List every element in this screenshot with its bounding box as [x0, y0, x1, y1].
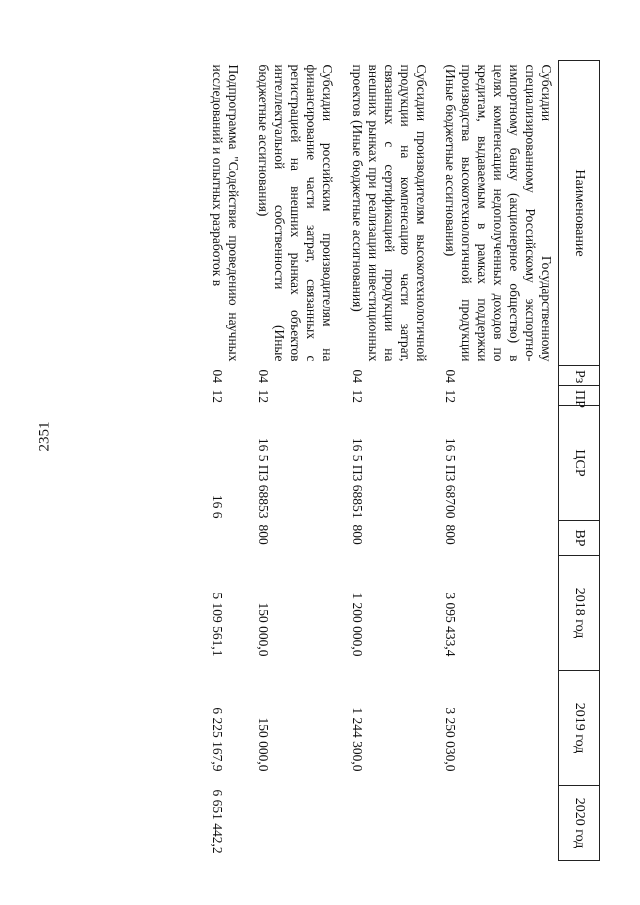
header-2020: 2020 год	[559, 786, 600, 861]
row-pr: 12	[210, 389, 226, 403]
header-row	[559, 61, 600, 861]
table-row	[245, 61, 339, 861]
row-pr: 12	[256, 389, 272, 403]
header-2019: 2019 год	[559, 671, 600, 786]
row-name: Подпрограмма "Содействие проведению научных исследований и опытных разработок в	[210, 64, 242, 362]
row-csr: 16 6	[210, 494, 226, 519]
rotated-page	[92, 60, 600, 860]
row-2018: 5 109 561,1	[210, 592, 226, 657]
table-row	[339, 61, 433, 861]
row-name: Субсидии производителям высокотехнологичной продукции на компенсацию части затрат, связанных с сертификацией продукции на внешних рынках при реализации инвестиционных проектов (Иные бюджетные ассигнования)	[349, 64, 429, 362]
row-vr: 800	[443, 524, 459, 545]
row-2020	[433, 786, 559, 861]
row-2018: 1 200 000,0	[349, 592, 365, 657]
header-csr: ЦСР	[559, 406, 600, 521]
row-2020	[245, 786, 339, 861]
row-name: Субсидии российским производителям на финансирование части затрат, связанных с регистрацией на внешних рынках объектов интеллектуальной собственности (Иные бюджетные ассигнования)	[256, 64, 335, 362]
row-name: Субсидии Государственному специализированному Российскому экспортно-импортному банку (акционерное общество) в целях компенсации недополученных доходов по кредитам, выдаваемым в рамках поддержки производства высокотехнологичной продукции (Иные бюджетные ассигнования)	[443, 64, 554, 362]
row-rz: 04	[443, 369, 459, 383]
table-row	[209, 61, 245, 861]
row-2020	[339, 786, 433, 861]
page-number: 2351	[36, 421, 53, 452]
budget-table	[209, 60, 600, 861]
row-2019: 6 225 167,9	[210, 707, 226, 772]
row-vr	[209, 521, 245, 556]
header-vr: ВР	[559, 521, 600, 556]
row-2018: 3 095 433,4	[443, 592, 459, 657]
row-pr: 12	[349, 389, 365, 403]
row-rz: 04	[349, 369, 365, 383]
row-2020: 6 651 442,2	[210, 789, 226, 854]
header-name: Наименование	[559, 61, 600, 366]
row-rz: 04	[210, 369, 226, 383]
row-2019: 3 250 030,0	[443, 707, 459, 772]
header-pr: ПР	[559, 386, 600, 406]
row-csr: 16 5 П3 68700	[443, 437, 459, 519]
row-pr: 12	[443, 389, 459, 403]
row-rz: 04	[256, 369, 272, 383]
header-2018: 2018 год	[559, 556, 600, 671]
table-row	[433, 61, 559, 861]
row-2019: 150 000,0	[256, 717, 272, 772]
row-vr: 800	[256, 524, 272, 545]
row-vr: 800	[349, 524, 365, 545]
header-rz: Рз	[559, 366, 600, 386]
row-2018: 150 000,0	[256, 602, 272, 657]
row-csr: 16 5 П3 68853	[256, 437, 272, 519]
row-csr: 16 5 П3 68851	[349, 437, 365, 519]
row-2019: 1 244 300,0	[349, 707, 365, 772]
